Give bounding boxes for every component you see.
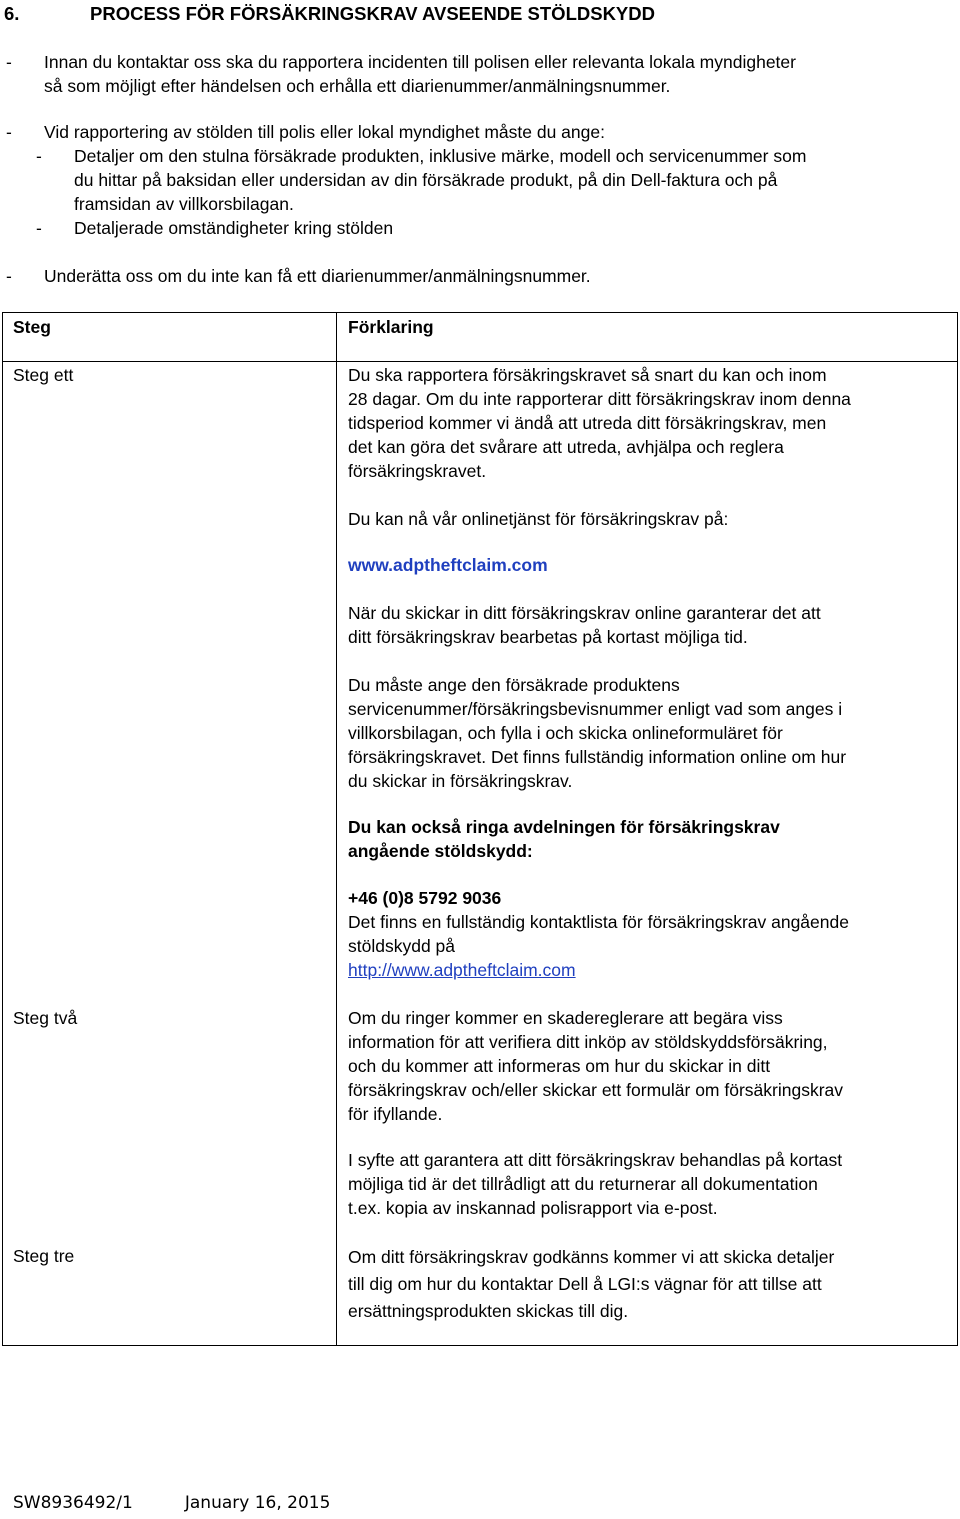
page-footer <box>13 1493 330 1513</box>
contact-list-text: Det finns en fullständig kontaktlista för försäkringskrav angående stöldskydd på <box>348 912 849 956</box>
bullet-reporting-details: Vid rapportering av stölden till polis eller lokal myndighet måste du ange: <box>44 122 605 142</box>
step-one-label: Steg ett <box>13 365 74 385</box>
document-id: SW8936492/1 <box>13 1493 133 1513</box>
step-two-explanation: Om du ringer kommer en skadereglerare att begära viss information för att verifiera ditt inköp av stöldskyddsförsäkring, och du kommer att informeras om hur du skickar in ditt försäkringskrav och/eller skickar ett formulär om försäkringskrav för ifyllande. <box>348 1008 844 1124</box>
sub-bullet-product-details: Detaljer om den stulna försäkrade produkten, inklusive märke, modell och servicenummer som du hittar på baksidan eller undersidan av din försäkrade produkt, på din Dell-faktura och på framsidan av villkorsbilagan. <box>74 146 807 214</box>
claim-url[interactable]: www.adptheftclaim.com <box>348 555 548 575</box>
step-three-label: Steg tre <box>13 1246 75 1266</box>
section-number: 6. <box>4 3 20 24</box>
header-step: Steg <box>13 317 51 337</box>
bullet-dash: - <box>6 122 12 142</box>
bullet-report-police: Innan du kontaktar oss ska du rapportera incidenten till polisen eller relevanta lokala myndigheter så som möjligt efter händelsen och erhålla ett diarienummer/anmälningsnummer. <box>44 52 796 96</box>
bullet-dash: - <box>6 266 12 286</box>
contact-link[interactable]: http://www.adptheftclaim.com <box>348 960 576 980</box>
step-three-explanation: Om ditt försäkringskrav godkänns kommer vi att skicka detaljer till dig om hur du kontaktar Dell å LGI:s vägnar för att tillse att ersättningsprodukten skickas till dig. <box>348 1247 835 1321</box>
service-number-text: Du måste ange den försäkrade produktens servicenummer/försäkringsbevisnummer enligt vad som anges i villkorsbilagan, och fylla i och skicka onlineformuläret för försäkringskravet. Det finns fullständig information online om hur du skickar in försäkringskrav. <box>348 675 847 791</box>
document-date: January 16, 2015 <box>184 1493 331 1513</box>
section-title: PROCESS FÖR FÖRSÄKRINGSKRAV AVSEENDE STÖLDSKYDD <box>90 3 655 24</box>
sub-bullet-circumstances: Detaljerade omständigheter kring stölden <box>74 218 394 238</box>
step-two-label: Steg två <box>13 1008 78 1028</box>
step-one-explanation: Du ska rapportera försäkringskravet så snart du kan och inom 28 dagar. Om du inte rapporterar ditt försäkringskrav inom denna tidsperiod kommer vi ändå att utreda ditt försäkringskrav, men det kan göra det svårare att utreda, avhjälpa och reglera försäkringskravet. <box>348 365 851 481</box>
header-explanation: Förklaring <box>348 317 434 337</box>
sub-bullet-dash: - <box>36 146 42 166</box>
table-column-divider <box>336 313 337 1345</box>
step-two-advice: I syfte att garantera att ditt försäkringskrav behandlas på kortast möjliga tid är det tillrådligt att du returnerar all dokumentation t.ex. kopia av inskannad polisrapport via e-post. <box>348 1150 843 1218</box>
phone-number: +46 (0)8 5792 9036 <box>348 888 502 908</box>
online-service-text: Du kan nå vår onlinetjänst för försäkringskrav på: <box>348 509 729 529</box>
bullet-dash: - <box>6 52 12 72</box>
online-guarantee-text: När du skickar in ditt försäkringskrav online garanterar det att ditt försäkringskrav bearbetas på kortast möjliga tid. <box>348 603 821 647</box>
sub-bullet-dash: - <box>36 218 42 238</box>
section-heading <box>4 3 655 25</box>
table-header-divider <box>3 361 957 362</box>
bullet-notify-us: Underätta oss om du inte kan få ett diarienummer/anmälningsnummer. <box>44 266 591 286</box>
call-department-text: Du kan också ringa avdelningen för försäkringskrav angående stöldskydd: <box>348 817 780 861</box>
claims-process-table <box>2 312 958 1346</box>
